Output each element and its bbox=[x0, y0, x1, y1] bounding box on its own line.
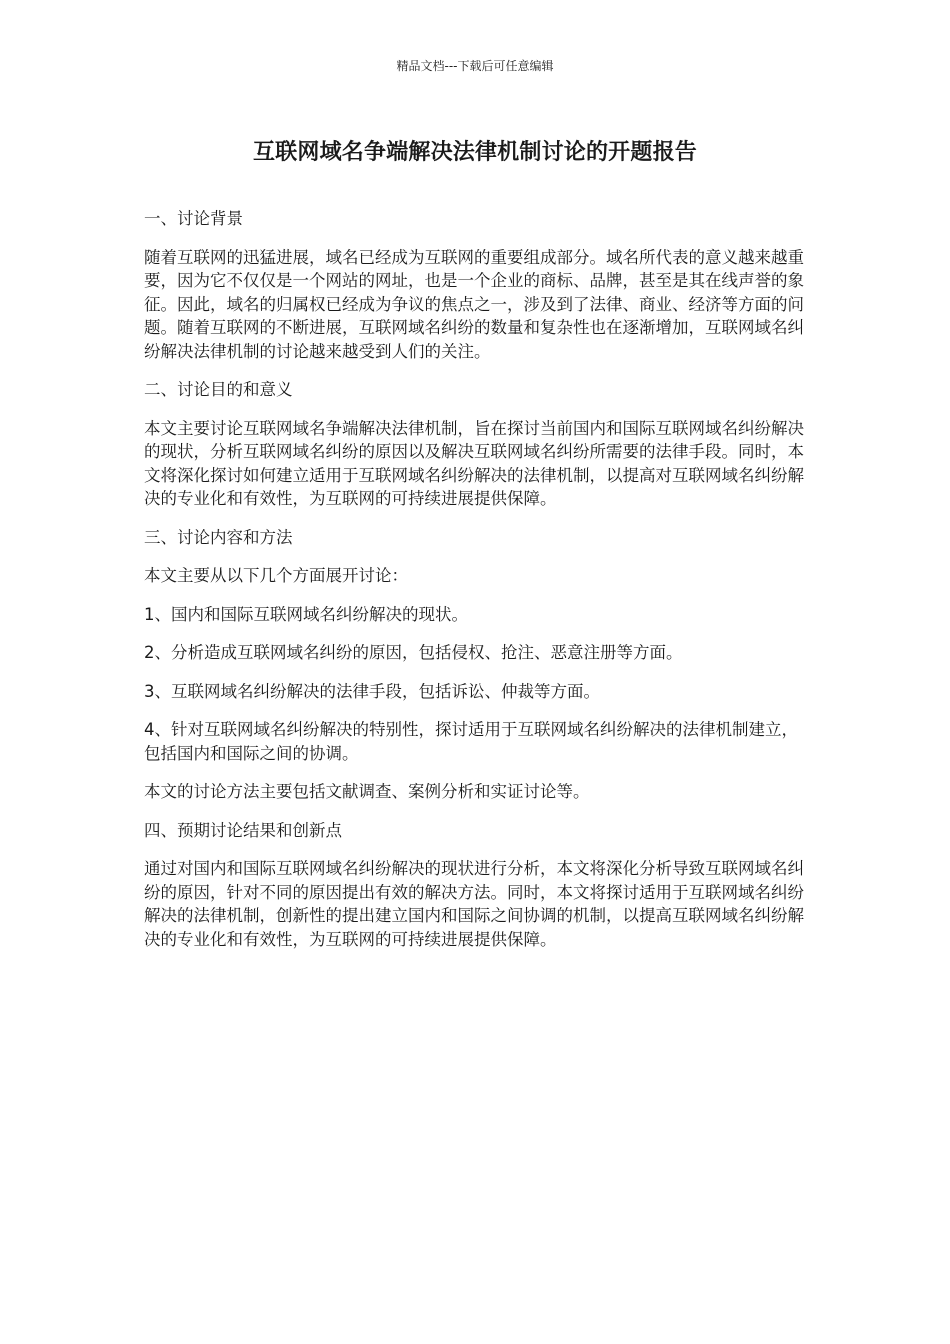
paragraph-method: 本文的讨论方法主要包括文献调查、案例分析和实证讨论等。 bbox=[144, 782, 590, 801]
paragraph-background: 随着互联网的迅猛进展，域名已经成为互联网的重要组成部分。域名所代表的意义越来越重要，因为它不仅仅是一个网站的网址，也是一个企业的商标、品牌，甚至是其在线声誉的象征。因此，域名的归属权已经成为争议的焦点之一，涉及到了法律、商业、经济等方面的问题。随着互联网的不断进展，互联网域名纠纷的数量和复杂性也在逐渐增加，互联网域名纠纷解决法律机制的讨论越来越受到人们的关注。 bbox=[144, 247, 804, 361]
section-heading-results: 四、预期讨论结果和创新点 bbox=[144, 820, 342, 840]
paragraph-results: 通过对国内和国际互联网域名纠纷解决的现状进行分析，本文将深化分析导致互联网域名纠纷的原因，针对不同的原因提出有效的解决方法。同时，本文将探讨适用于互联网域名纠纷解决的法律机制，创新性的提出建立国内和国际之间协调的机制，以提高互联网域名纠纷解决的专业化和有效性，为互联网的可持续进展提供保障。 bbox=[144, 859, 804, 949]
list-item-4: 4、针对互联网域名纠纷解决的特别性，探讨适用于互联网域名纠纷解决的法律机制建立，包括国内和国际之间的协调。 bbox=[144, 720, 798, 763]
section-heading-purpose: 二、讨论目的和意义 bbox=[144, 380, 293, 399]
document-title: 互联网域名争端解决法律机制讨论的开题报告 bbox=[252, 140, 697, 165]
document-body bbox=[144, 207, 808, 966]
section-heading-content-method: 三、讨论内容和方法 bbox=[144, 527, 293, 547]
list-item-1: 1、国内和国际互联网域名纠纷解决的现状。 bbox=[144, 604, 468, 624]
header-note: 精品文档---下载后可任意编辑 bbox=[396, 59, 554, 73]
section-heading-background: 一、讨论背景 bbox=[144, 209, 243, 228]
paragraph-purpose: 本文主要讨论互联网域名争端解决法律机制，旨在探讨当前国内和国际互联网域名纠纷解决的现状，分析互联网域名纠纷的原因以及解决互联网域名纠纷所需要的法律手段。同时，本文将深化探讨如何建立适用于互联网域名纠纷解决的法律机制，以提高对互联网域名纠纷解决的专业化和有效性，为互联网的可持续进展提供保障。 bbox=[144, 418, 804, 508]
paragraph-content-intro: 本文主要从以下几个方面展开讨论： bbox=[144, 566, 408, 585]
list-item-2: 2、分析造成互联网域名纠纷的原因，包括侵权、抢注、恶意注册等方面。 bbox=[144, 643, 683, 662]
list-item-3: 3、互联网域名纠纷解决的法律手段，包括诉讼、仲裁等方面。 bbox=[144, 681, 600, 701]
